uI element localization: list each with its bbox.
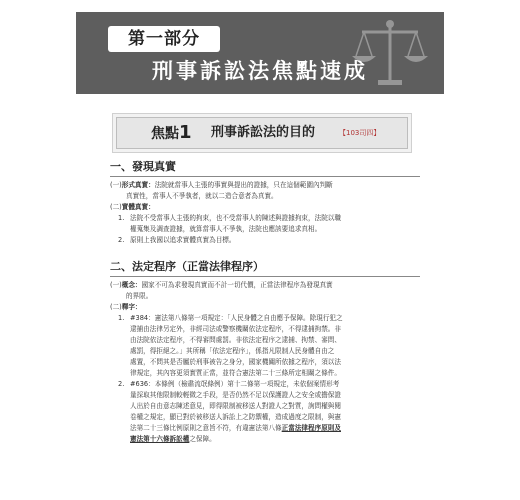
text-line: 人出於自由意志陳述意見，即得限制被移送人對證人之對質，詢問權與閱 xyxy=(130,402,341,410)
chapter-title: 刑事訴訟法焦點速成 xyxy=(152,59,368,83)
section-heading: 一、發現真實 xyxy=(110,160,176,173)
item-number: 1. xyxy=(118,214,125,222)
text-line: #384：憲法第八條第一項規定：「人民身體之自由應予保障。除現行犯之 xyxy=(130,314,343,322)
focus-title: 刑事訴訟法的目的 xyxy=(211,125,316,140)
term: 形式真實： xyxy=(121,181,155,189)
marker: (一) xyxy=(110,181,122,189)
substantive-truth-heading xyxy=(110,202,420,213)
list-item xyxy=(110,379,420,390)
section-heading: 二、法定程序（正當法律程序） xyxy=(110,260,264,273)
list-item xyxy=(110,235,420,246)
focus-heading-box xyxy=(116,117,408,149)
emphasis-text: 憲法第十六條訴訟權 xyxy=(130,435,190,443)
term: 實體真實： xyxy=(121,203,155,211)
term: 概念： xyxy=(121,281,142,289)
text-line: 由法院依法定程序，不得審問處罰。非依法定程序之逮捕、拘禁、審問、 xyxy=(130,336,341,344)
text-line: 法院就當事人主張的事實與提出的證據，只在這個範圍內判斷 xyxy=(154,181,333,189)
text-line: 逮捕由法律另定外，非經司法或警察機關依法定程序，不得逮捕拘禁。非 xyxy=(130,325,341,333)
text-fragment: 之保障。 xyxy=(189,435,216,443)
list-item xyxy=(110,213,420,224)
text-line: 量採取其他限制較輕微之手段，是否仍然不足以保護證人之安全或擔保證 xyxy=(130,391,341,399)
section-legal-procedure xyxy=(110,260,420,445)
section-divider xyxy=(110,176,420,177)
formal-truth-paragraph xyxy=(110,180,420,191)
text-line: 法院不受當事人主張的拘束，也不受當事人的陳述與證據拘束，法院以職 xyxy=(130,214,341,222)
focus-number: 1 xyxy=(179,122,192,143)
text-line xyxy=(130,423,420,434)
part-label: 第一部分 xyxy=(108,26,220,52)
chapter-banner xyxy=(76,12,444,94)
text-line: 真實性，當事人不爭執者，就以二造合意者為真實。 xyxy=(126,192,278,200)
text-line: 卷權之規定，顯已對於被移送人訴訟上之防禦權，造成過度之限制，與憲 xyxy=(130,413,341,421)
item-number: 1. xyxy=(118,314,125,322)
focus-prefix: 焦點 xyxy=(151,126,179,142)
marker: (二) xyxy=(110,303,122,311)
text-fragment: 法第二十三條比例原則之意旨不符，有違憲法第八條 xyxy=(130,424,282,432)
book-page xyxy=(76,12,444,482)
focus-label xyxy=(151,118,192,149)
text-line: 國家不可為求發現真實而不計一切代價，正當法律程序為發現真實 xyxy=(141,281,333,289)
marker: (二) xyxy=(110,203,122,211)
interpretation-heading xyxy=(110,302,420,313)
section-divider xyxy=(110,276,420,277)
list-item xyxy=(110,313,420,324)
marker: (一) xyxy=(110,281,122,289)
text-line xyxy=(130,434,420,445)
emphasis-text: 正當法律程序原則及 xyxy=(281,424,341,432)
section-discover-truth xyxy=(110,160,420,246)
concept-paragraph xyxy=(110,280,420,291)
text-line: 律規定，其內容更須實質正當，並符合憲法第二十三條所定相關之條件。 xyxy=(130,369,341,377)
text-line: 處置，不問其是否屬於刑事被告之身分，國家機關所依據之程序，須以法 xyxy=(130,358,341,366)
exam-tag: 【103司四】 xyxy=(339,129,381,137)
item-number: 2. xyxy=(118,380,125,388)
text-line: 的界限。 xyxy=(126,292,153,300)
term: 釋字： xyxy=(121,303,142,311)
text-line: #636：本條例（檢肅流氓條例）第十二條第一項規定，未依個案情形考 xyxy=(130,380,340,388)
text-line: 處罰，得拒絕之。」其所稱「依法定程序」，係指凡限制人民身體自由之 xyxy=(130,347,335,355)
item-number: 2. xyxy=(118,236,125,244)
list-item-continuation xyxy=(110,224,420,235)
text-line: 權蒐集及調查證據，就算當事人不爭執，法院也應該要追求真相。 xyxy=(130,225,322,233)
text-line: 原則上我國以追求實體真實為目標。 xyxy=(130,236,236,244)
